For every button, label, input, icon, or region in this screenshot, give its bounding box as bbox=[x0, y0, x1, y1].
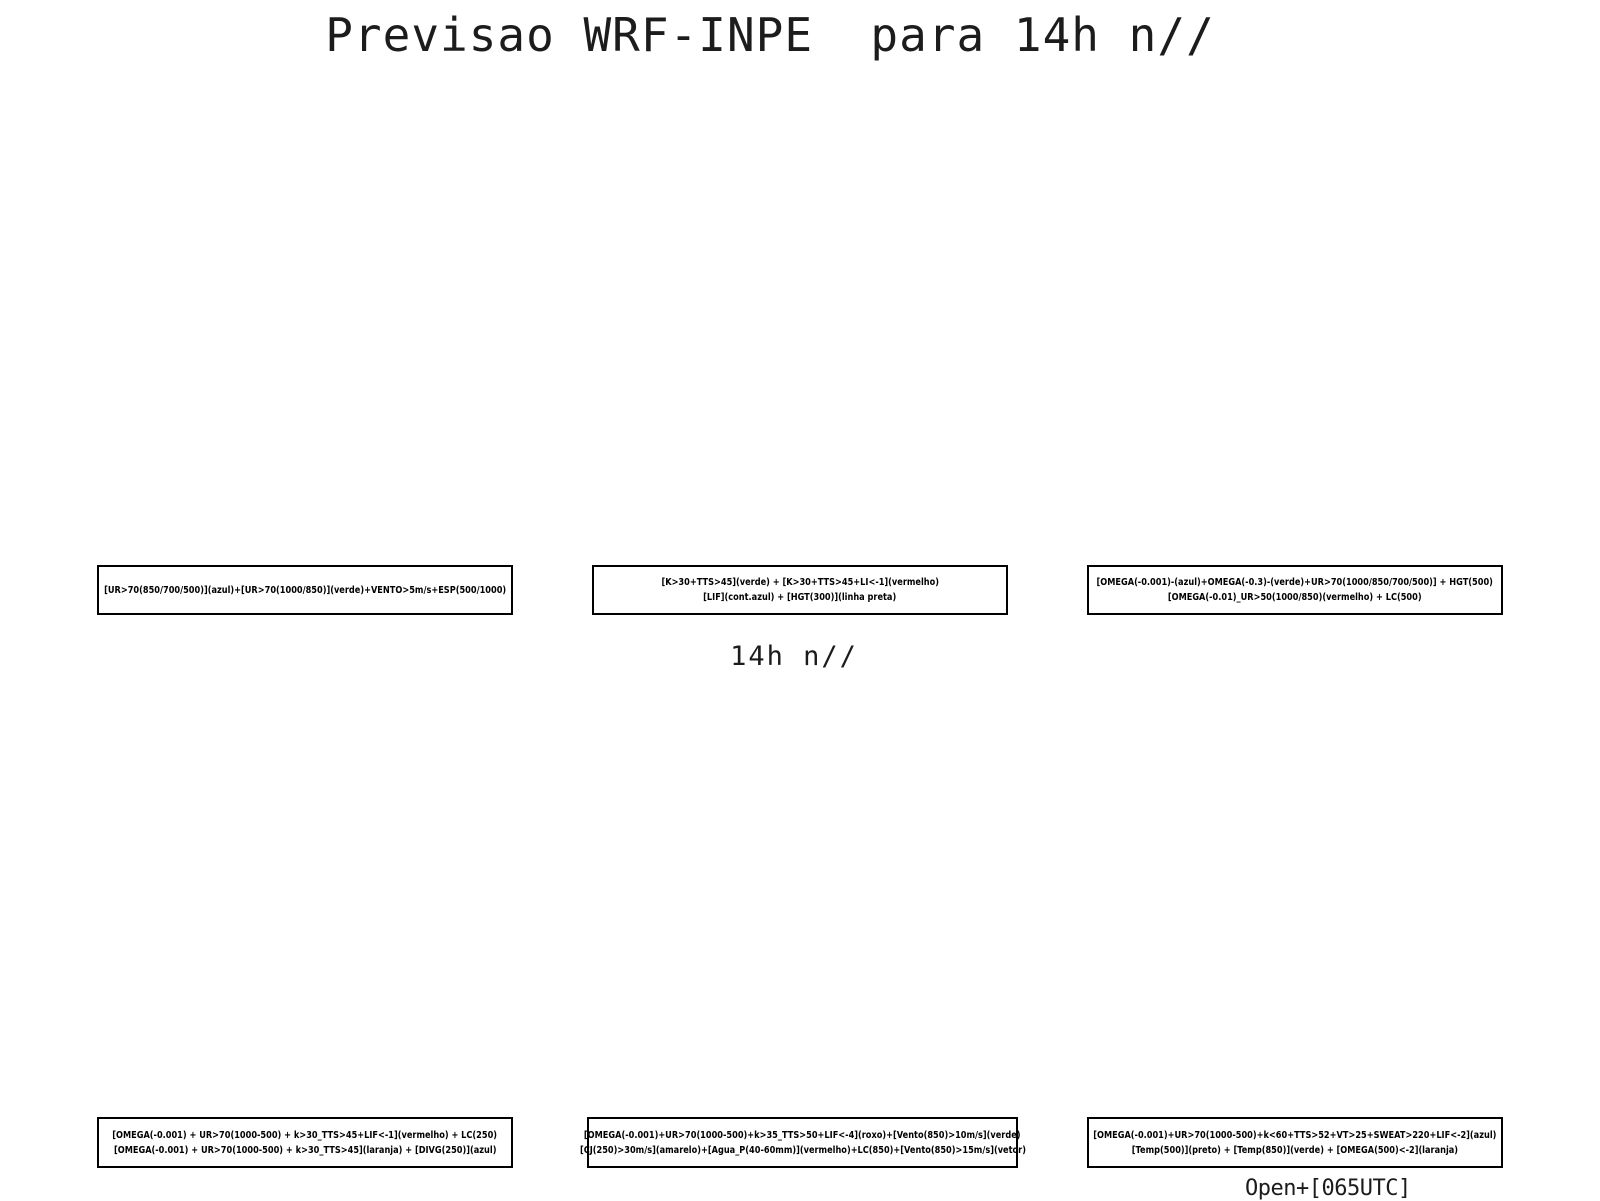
legend-box-bottom-center bbox=[579, 1117, 1026, 1168]
legend-line: [OMEGA(-0.001)+UR>70(1000-500)+k<60+TTS>52+VT>25+SWEAT>220+LIF<-2](azul) bbox=[1093, 1129, 1497, 1141]
legend-box-top-left bbox=[97, 565, 513, 615]
legend-line: [OMEGA(-0.01)_UR>50(1000/850)(vermelho) + LC(500) bbox=[1168, 592, 1422, 603]
legend-box-bottom-left bbox=[97, 1117, 513, 1168]
legend-line: [LIF](cont.azul) + [HGT(300)](linha preta) bbox=[703, 592, 897, 603]
panel-time-label: 14h n// bbox=[730, 641, 858, 672]
legend-box-top-right bbox=[1087, 565, 1503, 615]
legend-line: [UR>70(850/700/500)](azul)+[UR>70(1000/850)](verde)+VENTO>5m/s+ESP(500/1000) bbox=[103, 584, 507, 596]
legend-line: [OMEGA(-0.001)-(azul)+OMEGA(-0.3)-(verde)+UR>70(1000/850/700/500)] + HGT(500) bbox=[1096, 577, 1494, 588]
page-title: Previsao WRF-INPE para 14h n// bbox=[325, 8, 1215, 62]
legend-line: [OMEGA(-0.001) + UR>70(1000-500) + k>30_TTS>45](laranja) + [DIVG(250)](azul) bbox=[113, 1144, 497, 1156]
legend-line: [OMEGA(-0.001) + UR>70(1000-500) + k>30_TTS>45+LIF<-1](vermelho) + LC(250) bbox=[112, 1129, 498, 1141]
legend-line: [OMEGA(-0.001)+UR>70(1000-500)+k>35_TTS>50+LIF<-4](roxo)+[Vento(850)>10m/s](verde) bbox=[584, 1129, 1021, 1141]
legend-line: [CJ(250)>30m/s](amarelo)+[Agua_P(40-60mm)](vermelho)+LC(850)+[Vento(850)>15m/s](vetor) bbox=[579, 1144, 1026, 1156]
legend-line: [Temp(500)](preto) + [Temp(850)](verde) + [OMEGA(500)<-2](laranja) bbox=[1131, 1144, 1459, 1156]
legend-box-top-center bbox=[592, 565, 1008, 615]
legend-line: [K>30+TTS>45](verde) + [K>30+TTS>45+LI<-1](vermelho) bbox=[661, 577, 939, 588]
open-utc-label: Open+[065UTC] bbox=[1245, 1176, 1411, 1201]
legend-box-bottom-right bbox=[1087, 1117, 1503, 1168]
